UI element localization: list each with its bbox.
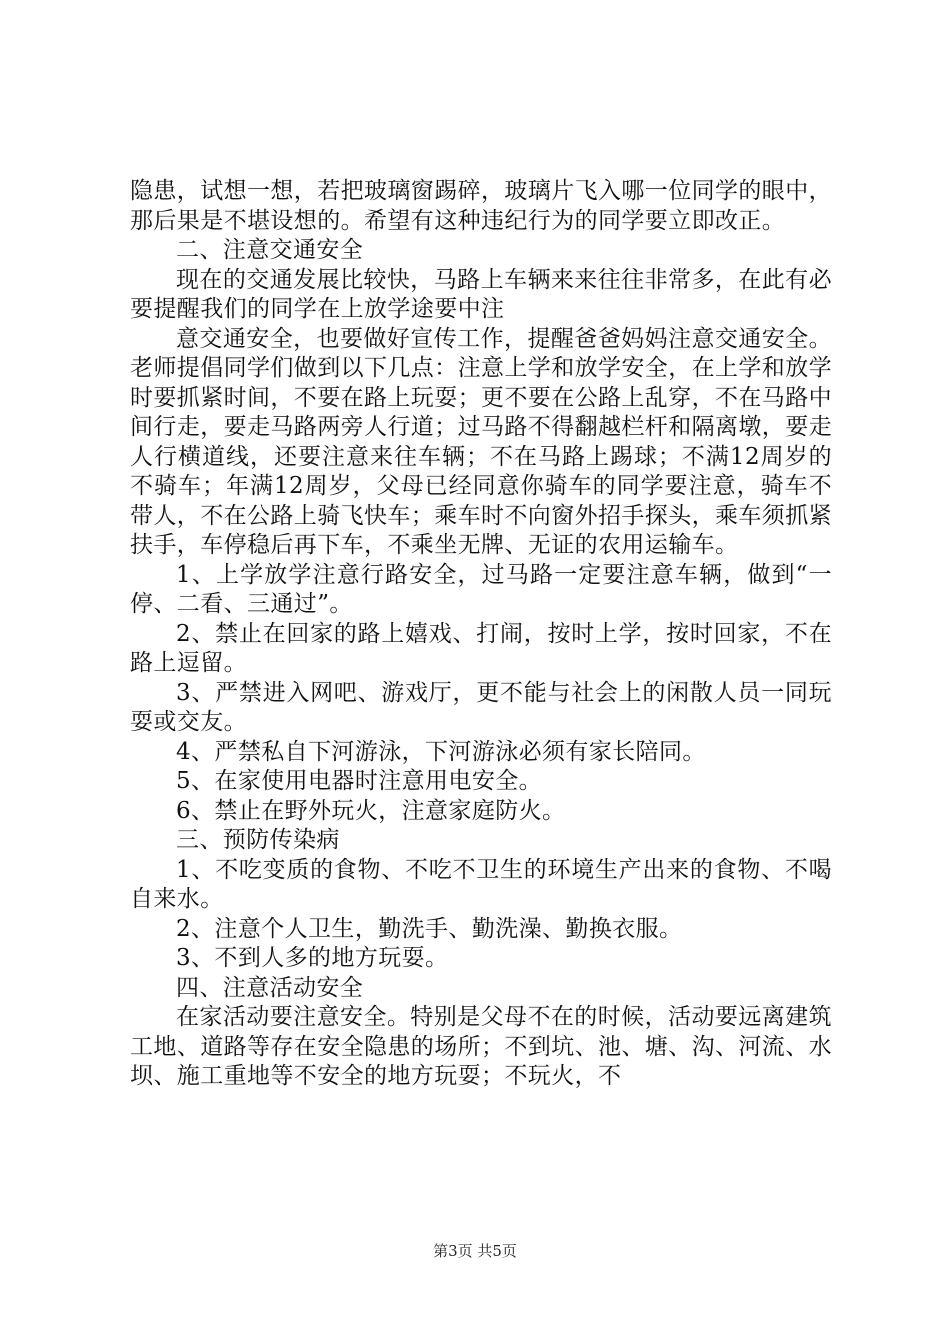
list-item-traffic-6: 6、禁止在野外玩火，注意家庭防火。 (176, 797, 566, 824)
paragraph-3: 现在的交通发展比较快，马路上车辆来来往往非常多，在此有必要提醒我们的同学在上放学途要中注 (130, 266, 832, 322)
list-item-traffic-5: 5、在家使用电器时注意用电安全。 (176, 768, 543, 794)
list-item-traffic-1: 1、上学放学注意行路安全，过马路一定要注意车辆，做到“一停、二看、三通过”。 (130, 561, 832, 617)
list-item-traffic-4: 4、严禁私自下河游泳，下河游泳必须有家长陪同。 (176, 738, 706, 765)
list-item-disease-1: 1、不吃变质的食物、不吃不卫生的环境生产出来的食物、不喝自来水。 (130, 856, 832, 912)
paragraph-1: 隐患，试想一想，若把玻璃窗踢碎，玻璃片飞入哪一位同学的眼中，那后果是不堪设想的。希望有这种违纪行为的同学要立即改正。 (130, 178, 832, 234)
paragraph-4: 意交通安全，也要做好宣传工作，提醒爸爸妈妈注意交通安全。老师提倡同学们做到以下几点：注意上学和放学安全，在上学和放学时要抓紧时间，不要在路上玩耍；更不要在公路上乱穿，不在马路中间行走，要走马路两旁人行道；过马路不得翻越栏杆和隔离墩，要走人行横道线，还要注意来往车辆；不在马路上踢球；不满12周岁的不骑车；年满12周岁，父母已经同意你骑车的同学要注意，骑车不带人，不在公路上骑飞快车；乘车时不向窗外招手探头，乘车须抓紧扶手，车停稳后再下车，不乘坐无牌、无证的农用运输车。 (130, 325, 832, 558)
list-item-traffic-3: 3、严禁进入网吧、游戏厅，更不能与社会上的闲散人员一同玩耍或交友。 (130, 679, 832, 735)
page-number-footer: 第3页 共5页 (433, 1242, 517, 1260)
section-heading-activity: 四、注意活动安全 (176, 974, 364, 1001)
document-body (130, 177, 832, 1092)
section-heading-disease: 三、预防传染病 (176, 827, 340, 853)
list-item-disease-3: 3、不到人多的地方玩耍。 (176, 945, 449, 971)
list-item-traffic-2: 2、禁止在回家的路上嬉戏、打闹，按时上学，按时回家，不在路上逗留。 (130, 620, 832, 676)
section-heading-traffic: 二、注意交通安全 (176, 237, 364, 263)
paragraph-activity: 在家活动要注意安全。特别是父母不在的时候，活动要远离建筑工地、道路等存在安全隐患的场所；不到坑、池、塘、沟、河流、水坝、施工重地等不安全的地方玩耍；不玩火，不 (130, 1004, 832, 1089)
list-item-disease-2: 2、注意个人卫生，勤洗手、勤洗澡、勤换衣服。 (176, 915, 683, 942)
